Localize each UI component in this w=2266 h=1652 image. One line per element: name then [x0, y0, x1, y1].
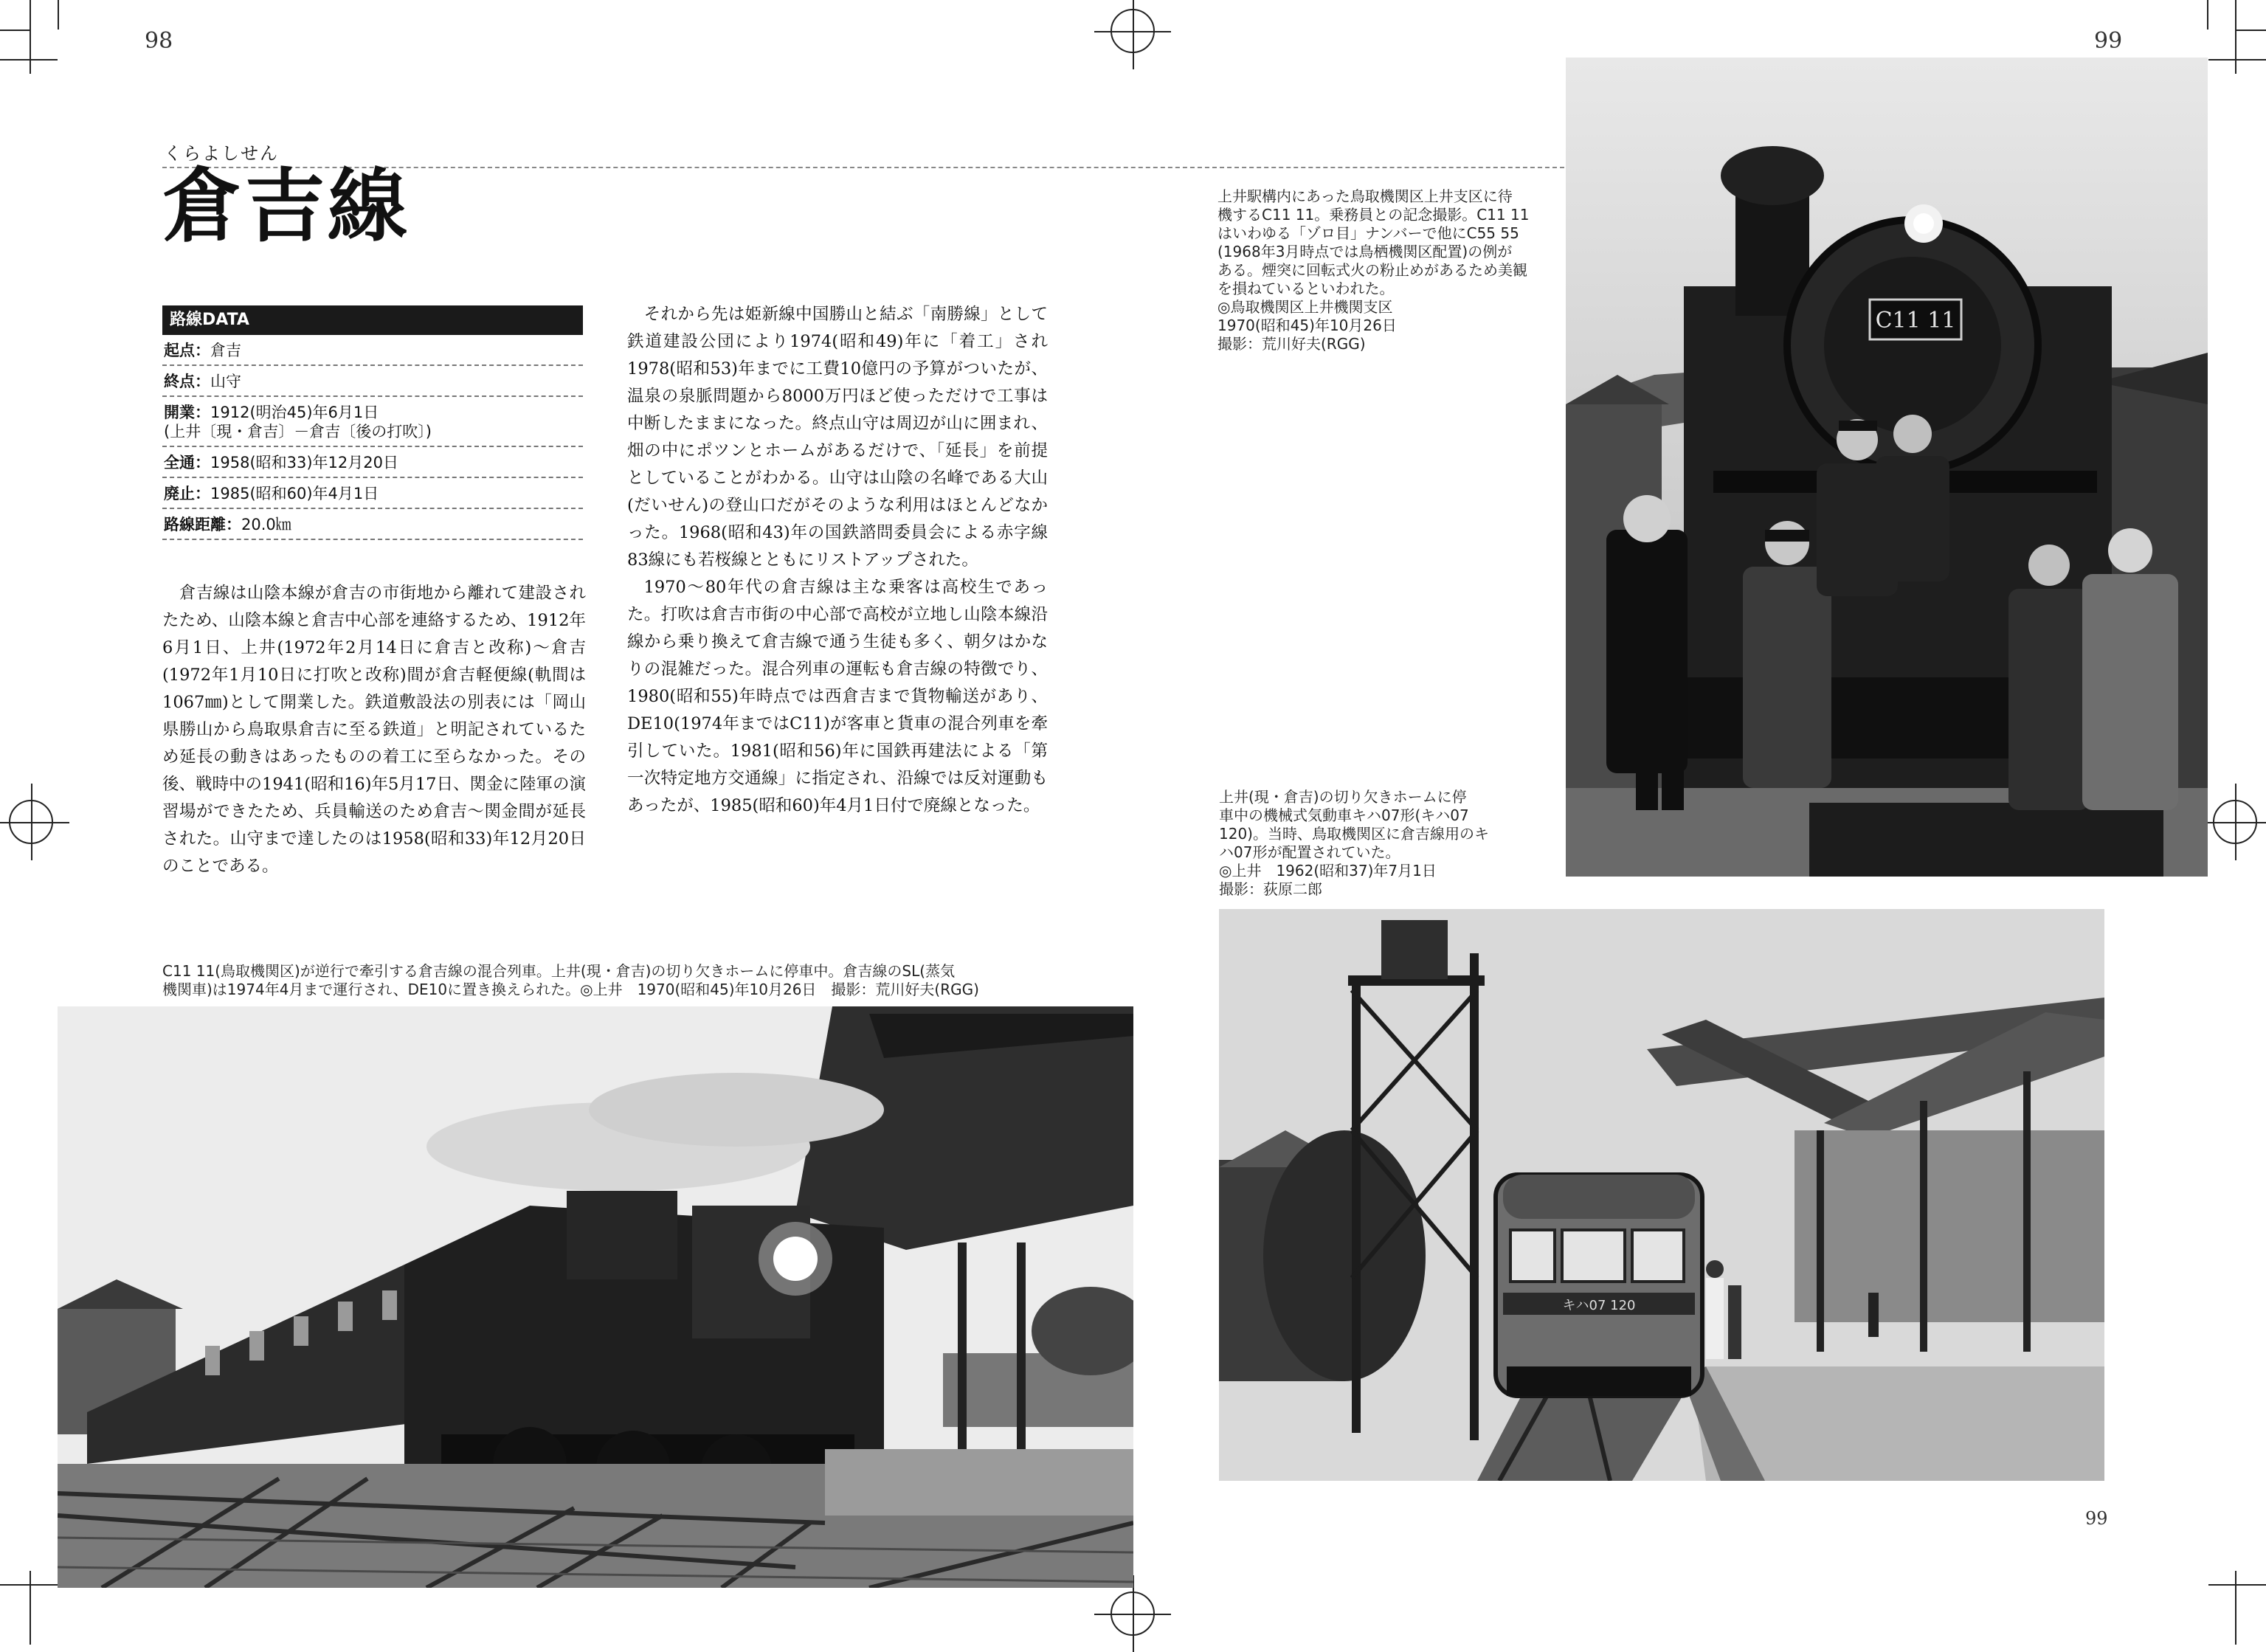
photo-mixed-train	[58, 1006, 1133, 1588]
data-value: 20.0㎞	[241, 516, 291, 533]
page-number-left: 98	[145, 28, 173, 54]
data-label: 全通：	[164, 454, 210, 471]
page-number-right: 99	[2094, 28, 2123, 54]
caption-line: 120)。当時、鳥取機関区に倉吉線用のキ	[1219, 825, 1489, 843]
caption-line: ◎上井 1962(昭和37)年7月1日	[1219, 862, 1437, 879]
data-label: 起点：	[164, 342, 210, 359]
data-value: 1985(昭和60)年4月1日	[210, 485, 379, 502]
caption-line: を損ねているといわれた。	[1217, 280, 1395, 297]
registration-mark	[2213, 800, 2257, 844]
caption-line: 上井駅構内にあった鳥取機関区上井支区に待	[1217, 187, 1513, 205]
data-row-end	[162, 366, 583, 397]
caption-railcar-photo	[1219, 788, 1566, 899]
crop-mark	[58, 0, 59, 30]
crop-mark	[30, 1571, 31, 1645]
data-value: 1912(明治45)年6月1日	[210, 404, 379, 421]
caption-line: 機するC11 11。乗務員との記念撮影。C11 11	[1217, 206, 1530, 224]
body-paragraph: 倉吉線は山陰本線が倉吉の市街地から離れて建設されたため、山陰本線と倉吉中心部を連絡するため、1912年6月1日、上井(1972年2月14日に倉吉と改称)〜倉吉(1972年1月10日に打吹と改称)間が倉吉軽便線(軌間は1067㎜)として開業した。鉄道敷設法の別表には「岡山県勝山から鳥取県倉吉に至る鉄道」と明記されているため延長の動きはあったものの着工に至らなかった。その後、戦時中の1941(昭和16)年5月17日、関金に陸軍の演習場ができたため、兵員輸送のため倉吉〜関金間が延長された。山守まで達したのは1958(昭和33)年12月20日のことである。	[162, 584, 586, 876]
data-label: 路線距離：	[164, 516, 241, 533]
body-paragraph-text: それから先は姫新線中国勝山と結ぶ「南勝線」として鉄道建設公団により1974(昭和49)年に「着工」され1978(昭和53)年までに工費10億円の予算がついたが、温泉の泉脈問題から8000万円ほど使っただけで工事は中断したままになった。終点山守は周辺が山に囲まれ、畑の中にポツンとホームがあるだけで、「延長」を前提としていることがわかる。山守は山陰の名峰である大山(だいせん)の登山口だがそのような利用はほとんどなかった。1968(昭和43)年の国鉄諮問委員会による赤字線83線にも若桜線とともにリストアップされた。	[627, 305, 1048, 570]
caption-mixed-train-photo	[162, 962, 1136, 999]
data-row-completed	[162, 447, 583, 478]
photo-kiha07-railcar	[1219, 909, 2104, 1481]
data-row-abolished	[162, 478, 583, 509]
body-paragraph	[627, 301, 1048, 574]
crop-mark	[0, 1584, 58, 1586]
page-number-bottom: 99	[2085, 1508, 2108, 1529]
registration-mark	[1110, 1591, 1155, 1636]
caption-loco-photo	[1217, 187, 1564, 353]
body-paragraph-text: 1970〜80年代の倉吉線は主な乗客は高校生であった。打吹は倉吉市街の中心部で高校が立地し山陰本線沿線から乗り換えて倉吉線で通う生徒も多く、朝夕はかなりの混雑だった。混合列車の運転も倉吉線の特徴でり、1980(昭和55)年時点では西倉吉まで貨物輸送があり、DE10(1974年まではC11)が客車と貨車の混合列車を牽引していた。1981(昭和56)年に国鉄再建法による「第一次特定地方交通線」に指定され、沿線では反対運動もあったが、1985(昭和60)年4月1日付で廃線となった。	[627, 578, 1048, 815]
crop-mark	[2236, 30, 2266, 31]
title-ruby: くらよしせん	[164, 143, 279, 164]
route-data-box	[162, 305, 583, 540]
data-row-opened	[162, 397, 583, 447]
railcar-number: キハ07 120	[1562, 1298, 1636, 1313]
caption-line: ある。煙突に回転式火の粉止めがあるため美観	[1217, 261, 1527, 279]
caption-line: ハ07形が配置されていた。	[1219, 843, 1400, 861]
crop-mark	[0, 59, 58, 61]
loco-number-plate: C11 11	[1875, 308, 1956, 333]
data-value: 1958(昭和33)年12月20日	[210, 454, 398, 471]
data-value: 山守	[210, 373, 241, 390]
caption-line: 撮影：荻原二郎	[1219, 880, 1322, 898]
caption-line: 撮影：荒川好夫(RGG)	[1217, 335, 1366, 353]
crop-mark	[2208, 59, 2266, 61]
caption-line: 機関車)は1974年4月まで運行され、DE10に置き換えられた。◎上井 1970(昭和45)年10月26日 撮影：荒川好夫(RGG)	[162, 981, 979, 998]
caption-line: 車中の機械式気動車キハ07形(キハ07	[1219, 806, 1469, 824]
caption-line: C11 11(鳥取機関区)が逆行で牽引する倉吉線の混合列車。上井(現・倉吉)の切り欠きホームに停車中。倉吉線のSL(蒸気	[162, 962, 956, 980]
crop-mark	[2207, 0, 2208, 30]
body-column-1	[162, 580, 586, 880]
registration-mark	[1110, 9, 1155, 53]
caption-line: ◎鳥取機関区上井機関支区	[1217, 298, 1393, 316]
photo-c11-locomotive-crew	[1566, 58, 2208, 877]
crop-mark	[2235, 0, 2236, 74]
registration-mark	[9, 800, 53, 844]
data-row-start	[162, 335, 583, 366]
data-value-note: (上井〔現・倉吉〕－倉吉〔後の打吹〕)	[164, 423, 432, 440]
crop-mark	[2208, 1584, 2266, 1586]
data-label: 廃止：	[164, 485, 210, 502]
crop-mark	[30, 0, 31, 74]
data-label: 終点：	[164, 373, 210, 390]
data-label: 開業：	[164, 404, 210, 421]
caption-line: はいわゆる「ゾロ目」ナンバーで他にC55 55	[1217, 224, 1519, 242]
route-data-heading: 路線DATA	[162, 305, 583, 335]
data-value: 倉吉	[210, 342, 241, 359]
page-title: 倉吉線	[162, 160, 411, 253]
data-row-distance	[162, 509, 583, 540]
body-paragraph	[627, 574, 1048, 820]
caption-line: 上井(現・倉吉)の切り欠きホームに停	[1219, 788, 1467, 806]
caption-line: (1968年3月時点では鳥栖機関区配置)の例が	[1217, 243, 1513, 260]
body-column-2	[627, 301, 1048, 820]
caption-line: 1970(昭和45)年10月26日	[1217, 317, 1397, 334]
crop-mark	[2235, 1571, 2236, 1645]
crop-mark	[0, 30, 30, 31]
